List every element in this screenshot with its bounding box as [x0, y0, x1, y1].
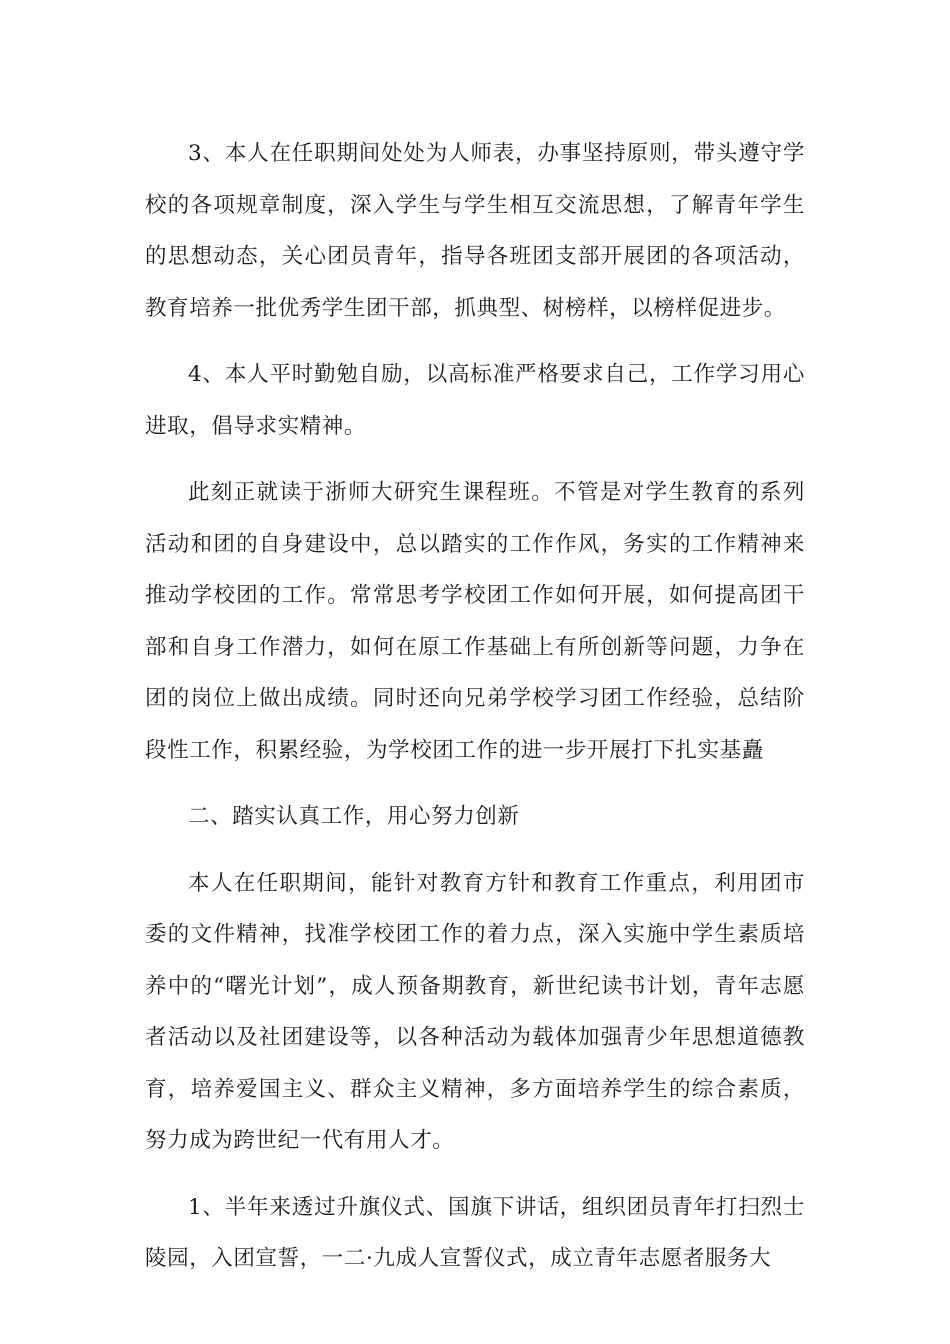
section-heading-2: 二、踏实认真工作，用心努力创新	[188, 804, 520, 829]
paragraph-item-4: 4、本人平时勤勉自励，以高标准严格要求自己，工作学习用心进取，倡导求实精神。	[145, 362, 805, 439]
document-body	[145, 128, 805, 1300]
paragraph-study: 此刻正就读于浙师大研究生课程班。不管是对学生教育的系列活动和团的自身建设中，总以踏实的工作作风，务实的工作精神来推动学校团的工作。常常思考学校团工作如何开展，如何提高团干部和自身工作潜力，如何在原工作基础上有所创新等问题，力争在团的岗位上做出成绩。同时还向兄弟学校学习团工作经验，总结阶段性工作，积累经验，为学校团工作的进一步开展打下扎实基矗	[145, 480, 805, 763]
paragraph-tenure: 本人在任职期间，能针对教育方针和教育工作重点，利用团市委的文件精神，找准学校团工作的着力点，深入实施中学生素质培养中的“曙光计划”，成人预备期教育，新世纪读书计划，青年志愿者活动以及社团建设等，以各种活动为载体加强青少年思想道德教育，培养爱国主义、群众主义精神，多方面培养学生的综合素质，努力成为跨世纪一代有用人才。	[145, 870, 805, 1153]
paragraph-item-3: 3、本人在任职期间处处为人师表，办事坚持原则，带头遵守学校的各项规章制度，深入学生与学生相互交流思想，了解青年学生的思想动态，关心团员青年，指导各班团支部开展团的各项活动，教育培养一批优秀学生团干部，抓典型、树榜样，以榜样促进步。	[145, 141, 805, 321]
paragraph-item-1: 1、半年来透过升旗仪式、国旗下讲话，组织团员青年打扫烈士陵园，入团宣誓，一二·九成人宣誓仪式，成立青年志愿者服务大	[145, 1194, 805, 1271]
